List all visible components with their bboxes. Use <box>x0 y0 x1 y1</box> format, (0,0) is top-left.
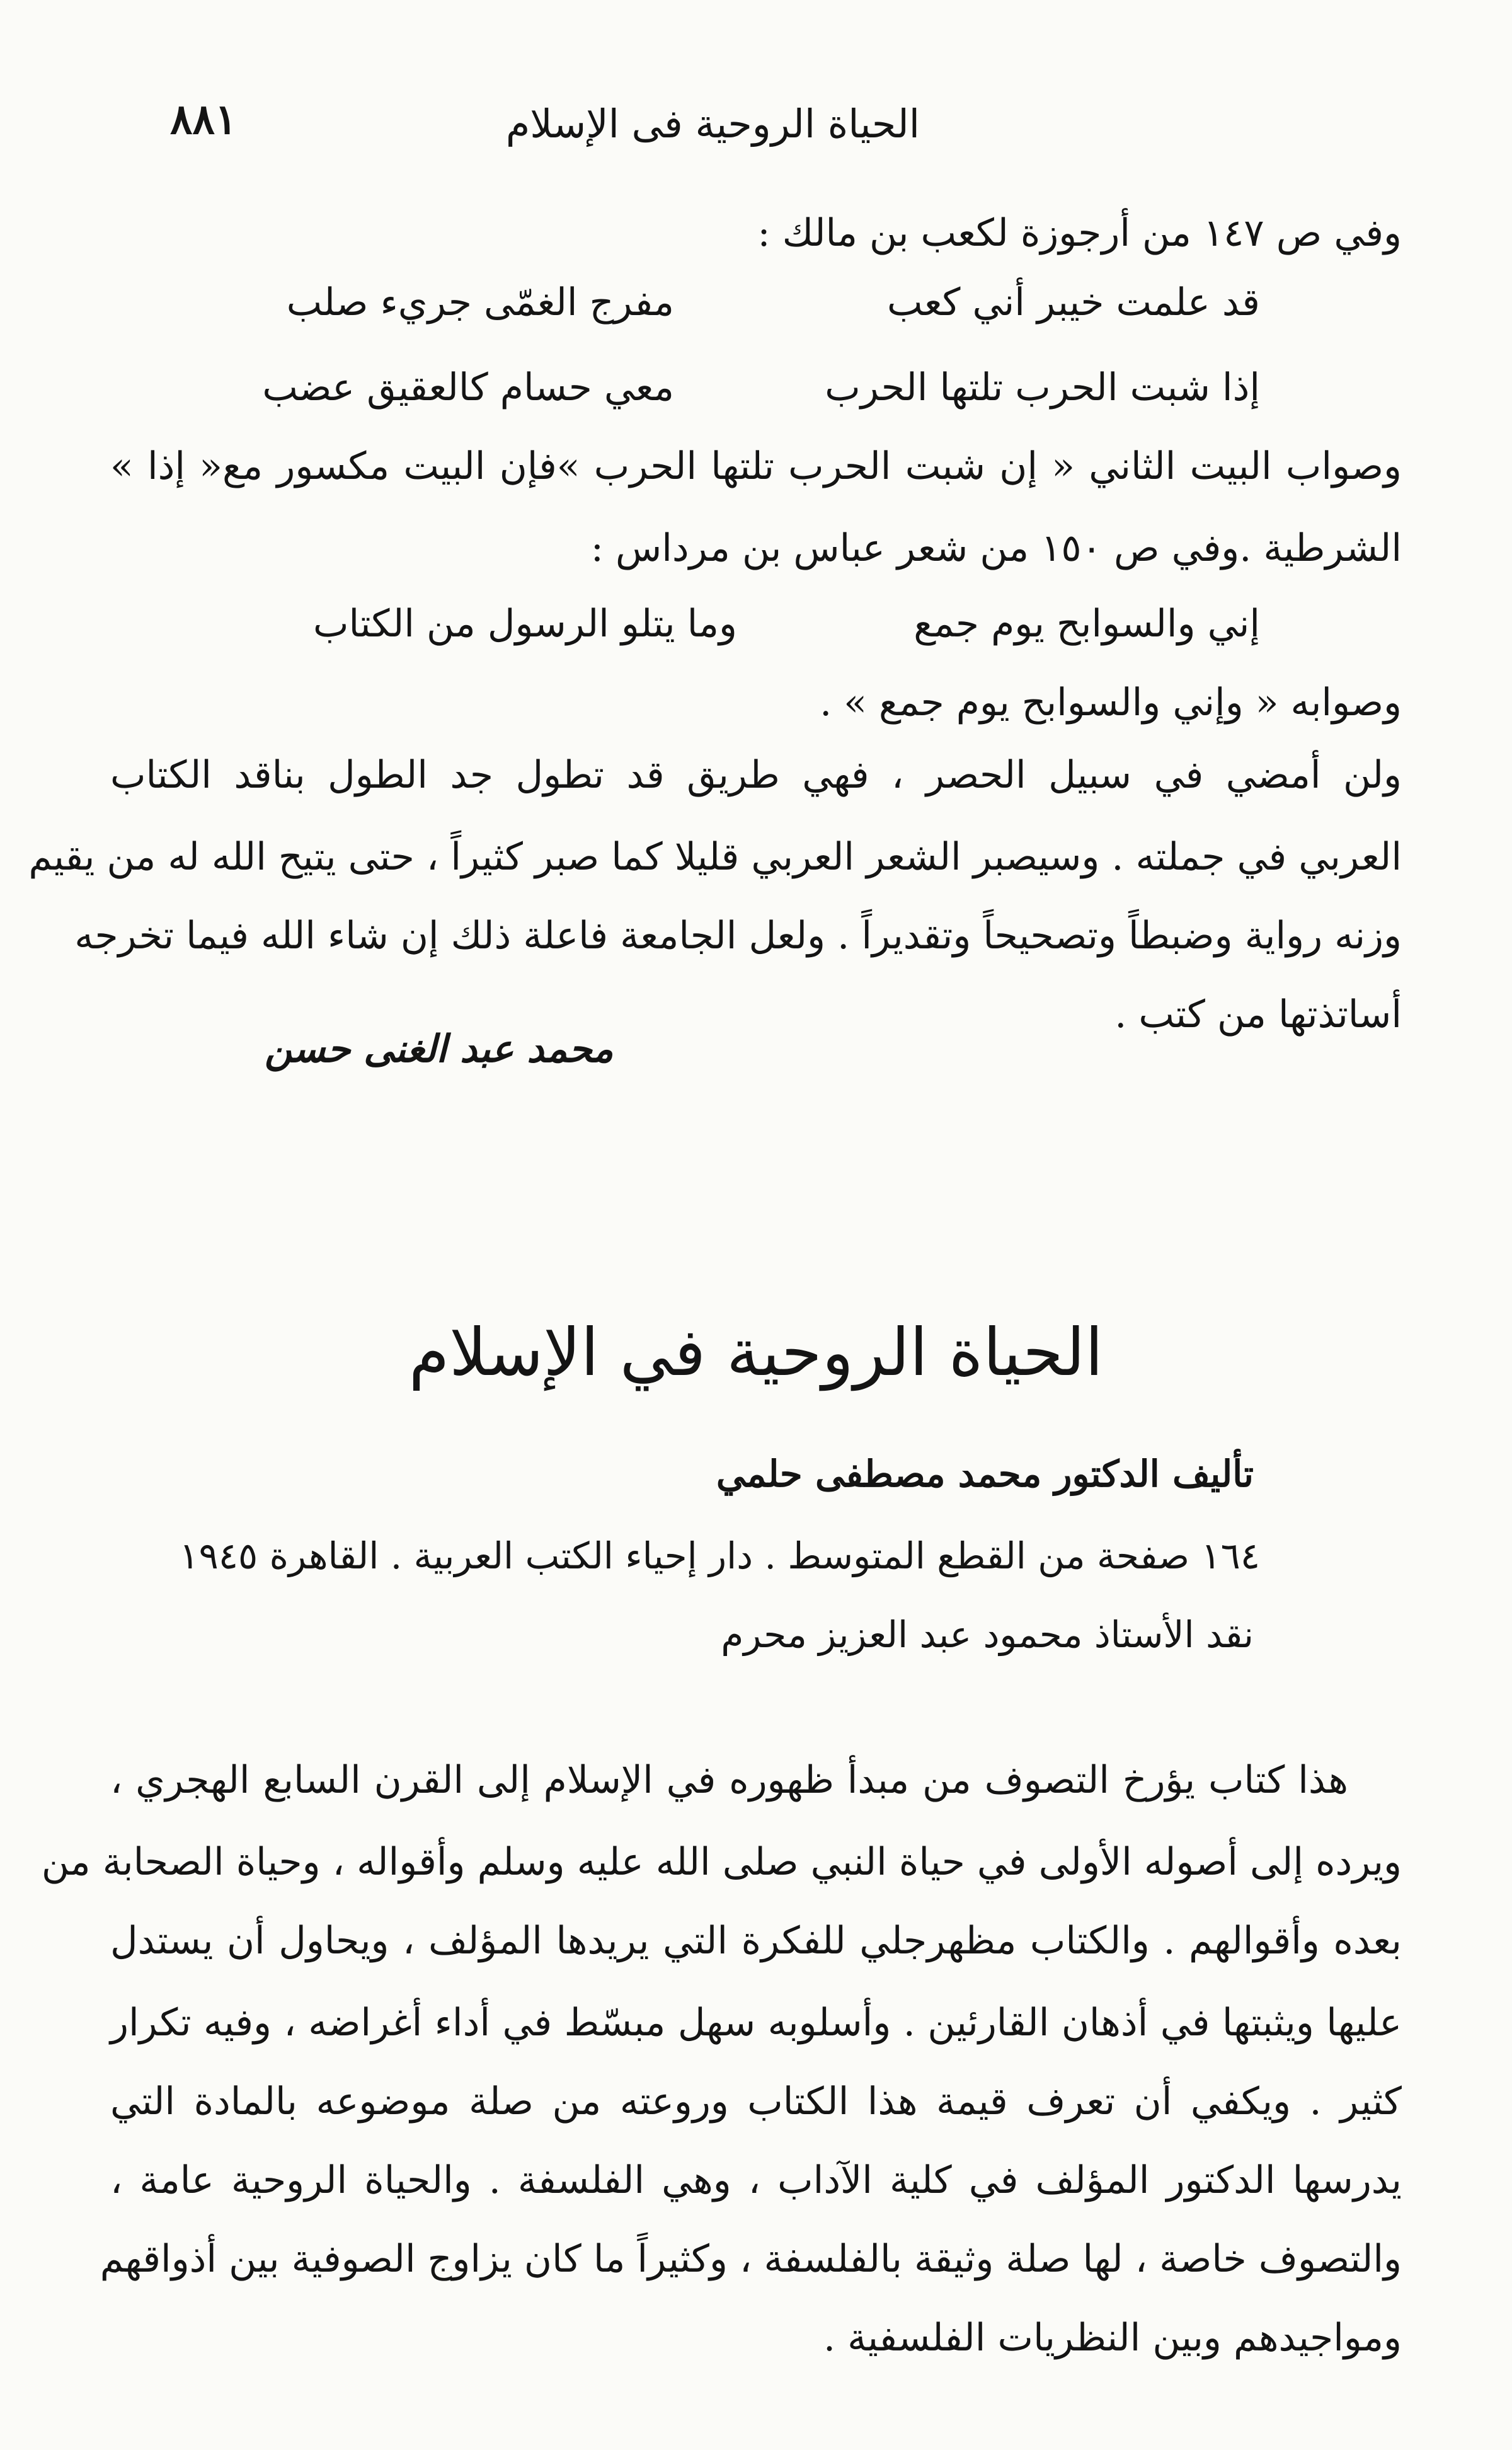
paragraph-line: وزنه رواية وضبطاً وتصحيحاً وتقديراً . ولعل الجامعة فاعلة ذلك إن شاء الله فيما تخرجه <box>74 914 1402 958</box>
text-line: وصوابه « وإني والسوابح يوم جمع » . <box>820 681 1402 725</box>
page-number: ٨٨١ <box>170 95 238 144</box>
verse-hemistich: معي حسام كالعقيق عضب <box>262 365 674 410</box>
text-line: وفي ص ١٤٧ من أرجوزة لكعب بن مالك : <box>757 211 1402 255</box>
text-line: وصواب البيت الثاني « إن شبت الحرب تلتها الحرب »فإن البيت مكسور مع« إذا » <box>110 444 1402 488</box>
book-title: الحياة الروحية في الإسلام <box>408 1314 1104 1391</box>
paragraph-line: العربي في جملته . وسيصبر الشعر العربي قليلا كما صبر كثيراً ، حتى يتيح الله له من يقيم <box>28 835 1402 879</box>
paragraph-line: يدرسها الدكتور المؤلف في كلية الآداب ، وهي الفلسفة . والحياة الروحية عامة ، <box>110 2158 1402 2202</box>
paragraph-line: كثير . ويكفي أن تعرف قيمة هذا الكتاب وروعته من صلة موضوعه بالمادة التي <box>110 2079 1402 2124</box>
reviewer-credit: نقد الأستاذ محمود عبد العزيز محرم <box>721 1613 1254 1656</box>
paragraph-line: ومواجيدهم وبين النظريات الفلسفية . <box>823 2316 1402 2360</box>
book-publication-info: ١٦٤ صفحة من القطع المتوسط . دار إحياء الكتب العربية . القاهرة ١٩٤٥ <box>179 1534 1260 1577</box>
reviewer-signature: محمد عبد الغنى حسن <box>265 1027 614 1071</box>
paragraph-line: بعده وأقوالهم . والكتاب مظهرجلي للفكرة التي يريدها المؤلف ، ويحاول أن يستدل <box>110 1919 1402 1963</box>
verse-hemistich: قد علمت خيبر أني كعب <box>887 280 1260 325</box>
verse-hemistich: إذا شبت الحرب تلتها الحرب <box>825 365 1260 410</box>
book-author: تأليف الدكتور محمد مصطفى حلمي <box>716 1452 1254 1495</box>
running-header-title: الحياة الروحية فى الإسلام <box>505 101 920 147</box>
verse-hemistich: مفرج الغمّى جريء صلب <box>286 280 674 325</box>
paragraph-line: عليها ويثبتها في أذهان القارئين . وأسلوبه سهل مبسّط في أداء أغراضه ، وفيه تكرار <box>110 2001 1402 2045</box>
text-line: الشرطية .وفي ص ١٥٠ من شعر عباس بن مرداس : <box>590 526 1402 570</box>
paragraph-line: هذا كتاب يؤرخ التصوف من مبدأ ظهوره في الإسلام إلى القرن السابع الهجري ، <box>110 1758 1348 1802</box>
paragraph-line: والتصوف خاصة ، لها صلة وثيقة بالفلسفة ، وكثيراً ما كان يزاوج الصوفية بين أذواقهم <box>100 2237 1402 2281</box>
verse-hemistich: إني والسوابح يوم جمع <box>914 602 1260 646</box>
paragraph-line: ويرده إلى أصوله الأولى في حياة النبي صلى الله عليه وسلم وأقواله ، وحياة الصحابة من <box>41 1840 1402 1884</box>
paragraph-line: أساتذتها من كتب . <box>1114 992 1402 1037</box>
paragraph-line: ولن أمضي في سبيل الحصر ، فهي طريق قد تطول جد الطول بناقد الكتاب <box>110 753 1402 797</box>
verse-hemistich: وما يتلو الرسول من الكتاب <box>312 602 737 646</box>
